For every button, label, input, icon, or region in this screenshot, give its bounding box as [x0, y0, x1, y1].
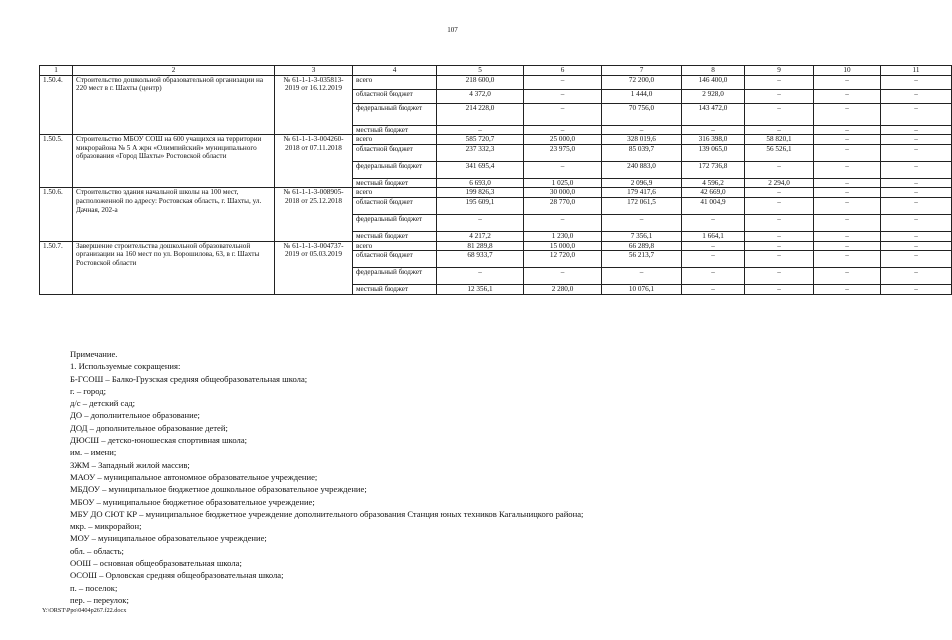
amount-cell: 23 975,0 [524, 144, 602, 161]
item-number: 1.50.6. [40, 188, 73, 241]
table-row [40, 241, 952, 251]
funding-source: местный бюджет [353, 231, 437, 241]
funding-source: областной бюджет [353, 251, 437, 268]
note-line: обл. – область; [70, 545, 124, 556]
amount-cell: 143 472,0 [682, 103, 745, 125]
notes-section [70, 348, 583, 606]
column-number: 2 [73, 66, 275, 76]
amount-cell: – [437, 268, 524, 285]
amount-cell: – [745, 251, 814, 268]
amount-cell: – [437, 214, 524, 231]
column-number: 9 [745, 66, 814, 76]
amount-cell: 4 217,2 [437, 231, 524, 241]
note-line: МБУ ДО СЮТ КР – муниципальное бюджетное учреждение дополнительного образования Станция юных техников Кагальницкого района; [70, 508, 584, 519]
amount-cell: 28 770,0 [524, 197, 602, 214]
amount-cell: 56 526,1 [745, 144, 814, 161]
amount-cell: – [682, 241, 745, 251]
amount-cell: 172 061,5 [602, 197, 682, 214]
amount-cell: – [814, 241, 881, 251]
amount-cell: – [745, 214, 814, 231]
amount-cell: – [602, 214, 682, 231]
note-line: МОУ – муниципальное образовательное учреждение; [70, 533, 267, 544]
amount-cell: – [524, 268, 602, 285]
funding-source: федеральный бюджет [353, 161, 437, 178]
funding-source: всего [353, 75, 437, 89]
amount-cell: 70 756,0 [602, 103, 682, 125]
amount-cell: – [814, 144, 881, 161]
amount-cell: – [745, 103, 814, 125]
amount-cell: 4 372,0 [437, 89, 524, 103]
amount-cell: – [814, 103, 881, 125]
amount-cell: 139 065,0 [682, 144, 745, 161]
funding-source: местный бюджет [353, 125, 437, 135]
amount-cell: 42 669,0 [682, 188, 745, 198]
expertise-document: № 61-1-1-3-035813-2019 от 16.12.2019 [275, 75, 353, 135]
amount-cell: 30 000,0 [524, 188, 602, 198]
amount-cell: – [881, 231, 952, 241]
column-number: 1 [40, 66, 73, 76]
file-path-footer: Y:\ORST\Ppo\0404p267.f22.docx [42, 607, 127, 614]
funding-source: областной бюджет [353, 197, 437, 214]
amount-cell: 1 444,0 [602, 89, 682, 103]
amount-cell: – [881, 144, 952, 161]
amount-cell: 25 000,0 [524, 135, 602, 145]
amount-cell: 240 883,0 [602, 161, 682, 178]
item-number: 1.50.5. [40, 135, 73, 188]
note-line: мкр. – микрорайон; [70, 521, 142, 532]
note-line: МБДОУ – муниципальное бюджетное дошкольное образовательное учреждение; [70, 484, 367, 495]
column-number: 6 [524, 66, 602, 76]
amount-cell: 41 004,9 [682, 197, 745, 214]
amount-cell: – [524, 161, 602, 178]
amount-cell: 4 596,2 [682, 178, 745, 188]
object-name: Строительство МБОУ СОШ на 600 учащихся на территории микрорайона № 5 А жрн «Олимпийский» муниципального образования «Город Шахты» Ростовской области [73, 135, 275, 188]
notes-title: Примечание. [70, 349, 118, 359]
amount-cell: 1 230,0 [524, 231, 602, 241]
column-number: 3 [275, 66, 353, 76]
amount-cell: 341 695,4 [437, 161, 524, 178]
amount-cell: – [881, 268, 952, 285]
funding-source: областной бюджет [353, 89, 437, 103]
amount-cell: – [881, 135, 952, 145]
amount-cell: – [602, 125, 682, 135]
note-line: ООШ – основная общеобразовательная школа; [70, 558, 242, 569]
amount-cell: – [682, 251, 745, 268]
funding-source: местный бюджет [353, 178, 437, 188]
page-number: 107 [447, 26, 458, 34]
amount-cell: 218 600,0 [437, 75, 524, 89]
column-number: 10 [814, 66, 881, 76]
note-line: г. – город; [70, 385, 107, 396]
note-line: ОСОШ – Орловская средняя общеобразовательная школа; [70, 570, 284, 581]
amount-cell: 328 019,6 [602, 135, 682, 145]
amount-cell: – [524, 89, 602, 103]
amount-cell: – [814, 231, 881, 241]
note-line: ДЮСШ – детско-юношеская спортивная школа; [70, 435, 248, 446]
amount-cell: 66 289,8 [602, 241, 682, 251]
amount-cell: 58 820,1 [745, 135, 814, 145]
column-number: 8 [682, 66, 745, 76]
amount-cell: – [814, 89, 881, 103]
table-row [40, 188, 952, 198]
table-row [40, 75, 952, 89]
note-line: 1. Используемые сокращения: [70, 361, 181, 372]
amount-cell: – [814, 125, 881, 135]
amount-cell: 2 294,0 [745, 178, 814, 188]
column-number: 5 [437, 66, 524, 76]
amount-cell: 195 609,1 [437, 197, 524, 214]
amount-cell: – [814, 188, 881, 198]
note-line: им. – имени; [70, 447, 117, 458]
note-line: ЗЖМ – Западный жилой массив; [70, 459, 190, 470]
amount-cell: 585 720,7 [437, 135, 524, 145]
note-line: МАОУ – муниципальное автономное образовательное учреждение; [70, 471, 318, 482]
amount-cell: – [682, 214, 745, 231]
amount-cell: – [745, 268, 814, 285]
column-number: 11 [881, 66, 952, 76]
amount-cell: 85 039,7 [602, 144, 682, 161]
object-name: Завершение строительства дошкольной образовательной организации на 160 мест по ул. Ворошилова, 63, в г. Шахты Ростовской области [73, 241, 275, 294]
amount-cell: – [602, 268, 682, 285]
amount-cell: – [814, 75, 881, 89]
amount-cell: 81 289,8 [437, 241, 524, 251]
funding-source: областной бюджет [353, 144, 437, 161]
amount-cell: – [814, 197, 881, 214]
amount-cell: – [745, 75, 814, 89]
amount-cell: – [814, 135, 881, 145]
amount-cell: – [814, 214, 881, 231]
amount-cell: 179 417,6 [602, 188, 682, 198]
amount-cell: – [524, 75, 602, 89]
amount-cell: 214 228,0 [437, 103, 524, 125]
amount-cell: 15 000,0 [524, 241, 602, 251]
funding-source: всего [353, 188, 437, 198]
note-line: ДО – дополнительное образование; [70, 410, 200, 421]
amount-cell: – [881, 285, 952, 295]
amount-cell: – [814, 178, 881, 188]
amount-cell: – [524, 214, 602, 231]
amount-cell: – [881, 89, 952, 103]
amount-cell: 68 933,7 [437, 251, 524, 268]
column-number: 4 [353, 66, 437, 76]
amount-cell: – [814, 268, 881, 285]
amount-cell: – [881, 214, 952, 231]
amount-cell: – [745, 161, 814, 178]
amount-cell: – [524, 125, 602, 135]
amount-cell: 1 664,1 [682, 231, 745, 241]
funding-source: всего [353, 135, 437, 145]
funding-source: федеральный бюджет [353, 103, 437, 125]
expertise-document: № 61-1-1-3-004260-2018 от 07.11.2018 [275, 135, 353, 188]
amount-cell: – [745, 241, 814, 251]
funding-source: федеральный бюджет [353, 268, 437, 285]
table-header-row [40, 66, 952, 76]
note-line: д/с – детский сад; [70, 398, 136, 409]
amount-cell: 172 736,8 [682, 161, 745, 178]
amount-cell: – [682, 125, 745, 135]
amount-cell: – [881, 103, 952, 125]
column-number: 7 [602, 66, 682, 76]
amount-cell: – [437, 125, 524, 135]
amount-cell: – [745, 89, 814, 103]
amount-cell: – [881, 188, 952, 198]
amount-cell: – [881, 241, 952, 251]
table-row [40, 135, 952, 145]
amount-cell: 199 826,3 [437, 188, 524, 198]
amount-cell: 6 693,0 [437, 178, 524, 188]
note-line: Б-ГСОШ – Балко-Грузская средняя общеобразовательная школа; [70, 373, 308, 384]
expertise-document: № 61-1-1-3-004737-2019 от 05.03.2019 [275, 241, 353, 294]
amount-cell: 1 025,0 [524, 178, 602, 188]
object-name: Строительство здания начальной школы на 100 мест, расположенной по адресу: Ростовская область, г. Шахты, ул. Дачная, 202-а [73, 188, 275, 241]
object-name: Строительство дошкольной образовательной организации на 220 мест в г. Шахты (центр) [73, 75, 275, 135]
amount-cell: – [814, 161, 881, 178]
amount-cell: 316 398,0 [682, 135, 745, 145]
amount-cell: 2 928,0 [682, 89, 745, 103]
funding-source: всего [353, 241, 437, 251]
amount-cell: 146 400,0 [682, 75, 745, 89]
amount-cell: – [745, 285, 814, 295]
amount-cell: 2 096,9 [602, 178, 682, 188]
amount-cell: – [682, 285, 745, 295]
item-number: 1.50.7. [40, 241, 73, 294]
amount-cell: – [745, 125, 814, 135]
amount-cell: – [881, 178, 952, 188]
amount-cell: – [881, 125, 952, 135]
expertise-document: № 61-1-1-3-008905-2018 от 25.12.2018 [275, 188, 353, 241]
amount-cell: 72 200,0 [602, 75, 682, 89]
note-line: п. – поселок; [70, 582, 118, 593]
note-line: ДОД – дополнительное образование детей; [70, 422, 228, 433]
item-number: 1.50.4. [40, 75, 73, 135]
amount-cell: – [745, 231, 814, 241]
amount-cell: – [881, 161, 952, 178]
amount-cell: – [745, 188, 814, 198]
amount-cell: 12 356,1 [437, 285, 524, 295]
funding-source: местный бюджет [353, 285, 437, 295]
amount-cell: – [745, 197, 814, 214]
amount-cell: – [682, 268, 745, 285]
amount-cell: – [881, 75, 952, 89]
amount-cell: 7 356,1 [602, 231, 682, 241]
amount-cell: – [881, 251, 952, 268]
note-line: МБОУ – муниципальное бюджетное образовательное учреждение; [70, 496, 315, 507]
amount-cell: 56 213,7 [602, 251, 682, 268]
amount-cell: – [814, 251, 881, 268]
amount-cell: 12 720,0 [524, 251, 602, 268]
program-table [39, 65, 952, 295]
funding-source: федеральный бюджет [353, 214, 437, 231]
amount-cell: – [524, 103, 602, 125]
amount-cell: 237 332,3 [437, 144, 524, 161]
amount-cell: 2 280,0 [524, 285, 602, 295]
amount-cell: – [881, 197, 952, 214]
amount-cell: 10 076,1 [602, 285, 682, 295]
amount-cell: – [814, 285, 881, 295]
note-line: пер. – переулок; [70, 594, 129, 605]
